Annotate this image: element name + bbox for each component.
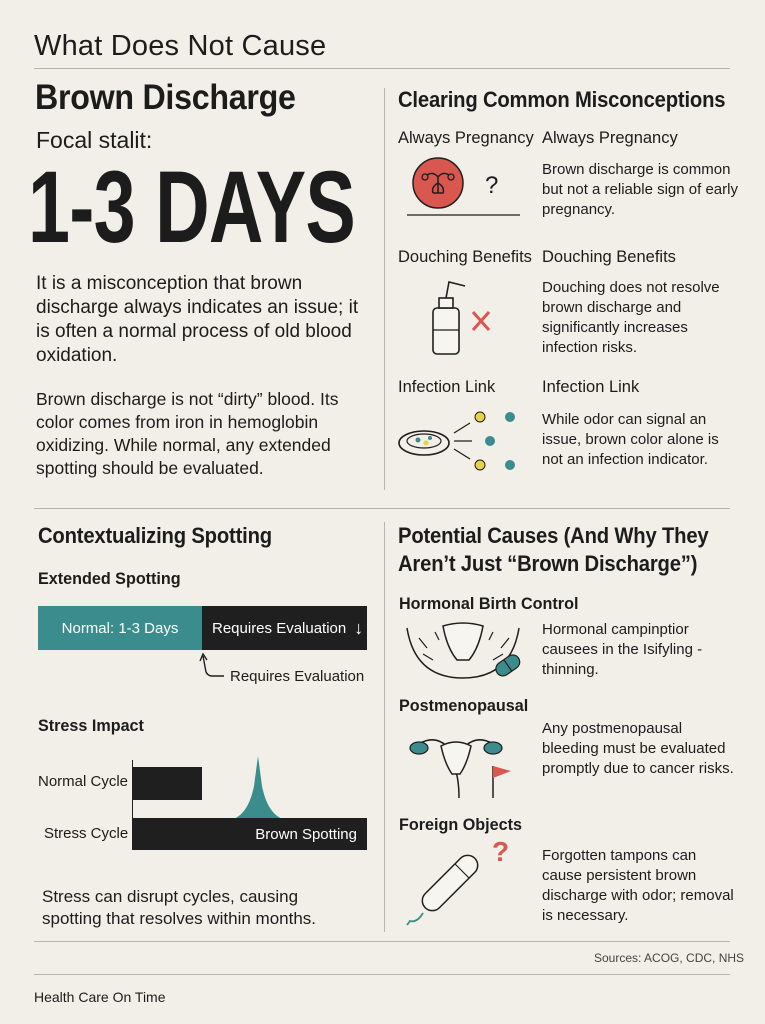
stress-cycle-bar bbox=[133, 818, 367, 850]
uterus-pill-icon bbox=[405, 618, 525, 688]
misconception-desc-pregnancy: Brown discharge is common but not a reliable sign of early pregnancy. bbox=[542, 161, 738, 218]
evaluation-bar-text: Requires Evaluation bbox=[212, 619, 347, 637]
middle-divider bbox=[34, 508, 730, 509]
causes-title-line1: Potential Causes (And Why They bbox=[398, 523, 709, 548]
evaluation-callout: Requires Evaluation bbox=[230, 668, 365, 685]
detail-paragraph: Brown discharge is not “dirty” blood. Its color comes from iron in hemoglobin oxidizing. While normal, any extended spotting should be evaluated. bbox=[36, 389, 339, 478]
cause-desc-birth-control: Hormonal campinptior causees in the Isifyling - thinning. bbox=[542, 621, 703, 678]
question-mark: ? bbox=[485, 172, 499, 199]
top-column-divider bbox=[384, 88, 385, 490]
brand-footer: Health Care On Time bbox=[34, 989, 166, 1005]
callout-arrow-icon bbox=[200, 652, 230, 682]
main-title: Brown Discharge bbox=[35, 78, 296, 117]
normal-duration-bar bbox=[38, 606, 202, 650]
douche-bottle-icon bbox=[425, 278, 505, 358]
causes-title-line2: Aren’t Just “Brown Discharge”) bbox=[398, 551, 698, 576]
sources-text: Sources: ACOG, CDC, NHS bbox=[594, 951, 745, 965]
title-divider bbox=[34, 68, 730, 69]
bottom-column-divider bbox=[384, 522, 385, 932]
foreign-question-mark: ? bbox=[492, 836, 510, 867]
misconception-label-pregnancy: Always Pregnancy bbox=[398, 129, 534, 147]
cause-label-postmenopausal: Postmenopausal bbox=[399, 696, 529, 715]
uterus-flag-icon bbox=[405, 724, 520, 802]
evaluation-bar bbox=[202, 606, 367, 650]
page-title: What Does Not Cause bbox=[34, 30, 327, 62]
cause-label-foreign-objects: Foreign Objects bbox=[399, 815, 522, 834]
stress-caption: Stress can disrupt cycles, causing spotting that resolves within months. bbox=[42, 887, 317, 928]
normal-cycle-label: Normal Cycle bbox=[38, 773, 129, 790]
brown-spotting-text: Brown Spotting bbox=[255, 825, 357, 843]
spotting-spike-icon bbox=[230, 756, 290, 820]
normal-cycle-bar bbox=[133, 767, 202, 800]
misconception-label-infection: Infection Link bbox=[398, 378, 496, 396]
cause-label-birth-control: Hormonal Birth Control bbox=[399, 594, 579, 613]
spotting-title: Contextualizing Spotting bbox=[38, 523, 272, 548]
intro-paragraph: It is a misconception that brown discharge always indicates an issue; it is often a normal process of old blood oxidation. bbox=[36, 273, 359, 366]
misconception-heading-pregnancy: Always Pregnancy bbox=[542, 129, 678, 147]
misconception-label-douching: Douching Benefits bbox=[398, 248, 532, 266]
misconception-heading-infection: Infection Link bbox=[542, 378, 640, 396]
misconception-desc-douching: Douching does not resolve brown discharge and significantly increases infection risks. bbox=[542, 279, 720, 356]
focal-label: Focal stalit: bbox=[36, 127, 153, 153]
extended-spotting-label: Extended Spotting bbox=[38, 569, 181, 588]
stress-impact-label: Stress Impact bbox=[38, 716, 144, 735]
arrow-down-icon: ↓ bbox=[354, 617, 364, 638]
normal-duration-text: Normal: 1-3 Days bbox=[61, 619, 179, 637]
cause-desc-postmenopausal: Any postmenopausal bleeding must be evaluated promptly due to cancer risks. bbox=[542, 720, 734, 777]
big-days-figure: 1-3 DAYS bbox=[28, 150, 355, 264]
misconception-heading-douching: Douching Benefits bbox=[542, 248, 676, 266]
cause-desc-foreign-objects: Forgotten tampons can cause persistent brown discharge with odor; removal is necessary. bbox=[542, 847, 734, 924]
petri-dish-icon bbox=[398, 405, 523, 475]
misconception-desc-infection: While odor can signal an issue, brown color alone is not an infection indicator. bbox=[542, 411, 719, 468]
misconceptions-title: Clearing Common Misconceptions bbox=[398, 87, 726, 112]
footer-divider bbox=[34, 974, 730, 975]
bottom-divider bbox=[34, 941, 730, 942]
uterus-question-icon bbox=[405, 155, 525, 220]
stress-cycle-label: Stress Cycle bbox=[44, 825, 129, 842]
